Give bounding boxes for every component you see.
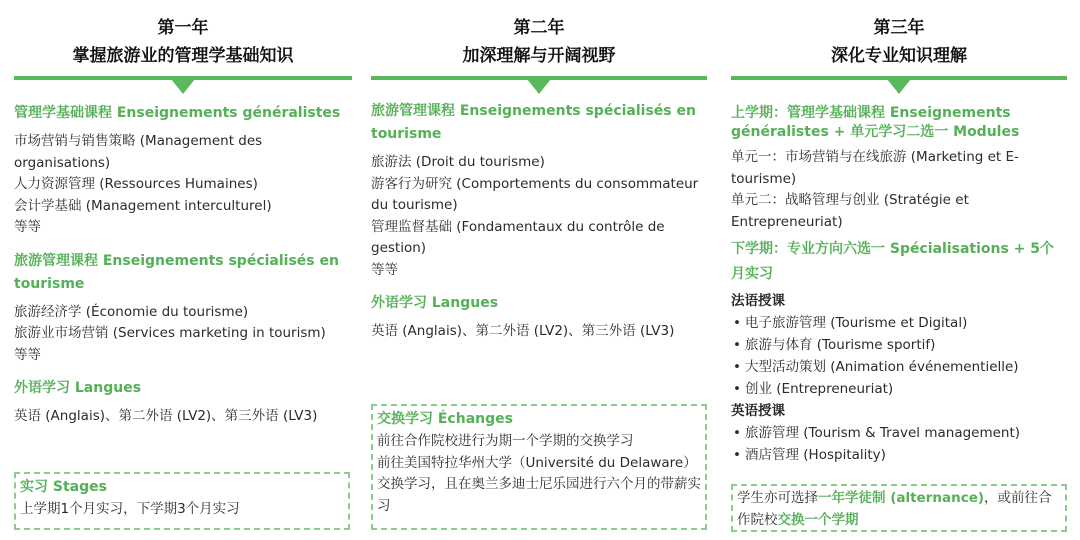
english-track-list	[731, 422, 1067, 466]
course-line: 管理监督基础 (Fondamentaux du contrôle de gestion)	[371, 218, 665, 256]
course-line: 旅游法 (Droit du tourisme)	[371, 154, 545, 170]
apprenticeship-pre: 学生亦可选择	[737, 490, 818, 506]
course-line: 等等	[14, 219, 41, 235]
year2-title: 第二年	[513, 18, 565, 38]
year2-content	[371, 100, 707, 343]
year2-subtitle: 加深理解与开阔视野	[462, 46, 616, 66]
course-line: 英语 (Anglais)、第二外语 (LV2)、第三外语 (LV3)	[371, 323, 675, 339]
course-line: 市场营销与销售策略 (Management des organisations)	[14, 133, 263, 171]
semester2-title: 下学期：专业方向六选一 Spécialisations + 5个月实习	[731, 241, 1055, 282]
year3-arrow-icon	[887, 79, 911, 94]
year3-title: 第三年	[873, 18, 925, 38]
apprenticeship-text	[737, 488, 1061, 531]
section-title: 外语学习 Langues	[371, 295, 499, 311]
apprenticeship-mid: ，或前往合作院校	[737, 490, 1052, 528]
french-track-title: 法语授课	[731, 293, 785, 309]
section-title: 外语学习 Langues	[14, 380, 142, 396]
course-line: 等等	[371, 261, 398, 278]
year1-title: 第一年	[157, 18, 209, 38]
exchange-box	[371, 404, 707, 530]
list-item: • 创业 (Entrepreneuriat)	[731, 378, 1067, 400]
list-item: • 酒店管理 (Hospitality)	[731, 444, 1067, 466]
year2-arrow-icon	[527, 79, 551, 94]
english-track-title: 英语授课	[731, 403, 785, 419]
year3-subtitle: 深化专业知识理解	[831, 46, 967, 66]
french-track-list	[731, 312, 1067, 400]
year1-content	[14, 102, 352, 428]
module-line: 单元二：战略管理与创业 (Stratégie et Entrepreneuriat)	[731, 192, 969, 230]
internship-box	[14, 472, 350, 530]
internship-text: 上学期1个月实习，下学期3个月实习	[20, 501, 240, 517]
section-title: 旅游管理课程 Enseignements spécialisés en tourisme	[371, 103, 696, 142]
exchange-title: 交换学习 Échanges	[377, 411, 513, 427]
list-item: • 旅游管理 (Tourism & Travel management)	[731, 422, 1067, 444]
course-line: 人力资源管理 (Ressources Humaines)	[14, 176, 258, 192]
year3-content	[731, 104, 1067, 466]
apprenticeship-box	[731, 484, 1067, 532]
list-item: • 电子旅游管理 (Tourisme et Digital)	[731, 312, 1067, 334]
course-line: 旅游经济学 (Économie du tourisme)	[14, 303, 249, 320]
module-line: 单元一：市场营销与在线旅游 (Marketing et E-tourisme)	[731, 149, 1019, 187]
exchange-highlight: 交换一个学期	[777, 511, 859, 528]
apprenticeship-highlight: 一年学徒制 (alternance)	[818, 490, 985, 506]
exchange-line: 前往美国特拉华州大学（Université du Delaware）交换学习，且在奥兰多迪士尼乐园进行六个月的带薪实习	[377, 454, 701, 514]
section-title: 管理学基础课程 Enseignements généralistes	[14, 105, 341, 121]
year1-subtitle: 掌握旅游业的管理学基础知识	[72, 46, 294, 66]
list-item: • 大型活动策划 (Animation événementielle)	[731, 356, 1067, 378]
exchange-line: 前往合作院校进行为期一个学期的交换学习	[377, 433, 634, 449]
course-line: 旅游业市场营销 (Services marketing in tourism)	[14, 325, 326, 341]
course-line: 会计学基础 (Management interculturel)	[14, 197, 272, 214]
course-line: 英语 (Anglais)、第二外语 (LV2)、第三外语 (LV3)	[14, 408, 318, 424]
internship-title: 实习 Stages	[20, 479, 107, 495]
course-line: 游客行为研究 (Comportements du consommateur du tourisme)	[371, 175, 699, 213]
year1-arrow-icon	[171, 79, 195, 94]
course-line: 等等	[14, 346, 41, 363]
section-title: 旅游管理课程 Enseignements spécialisés en tourisme	[14, 252, 339, 292]
semester1-title: 上学期：管理学基础课程 Enseignements généralistes + 单元学习二选一 Modules	[731, 105, 1020, 140]
list-item: • 旅游与体育 (Tourisme sportif)	[731, 334, 1067, 356]
